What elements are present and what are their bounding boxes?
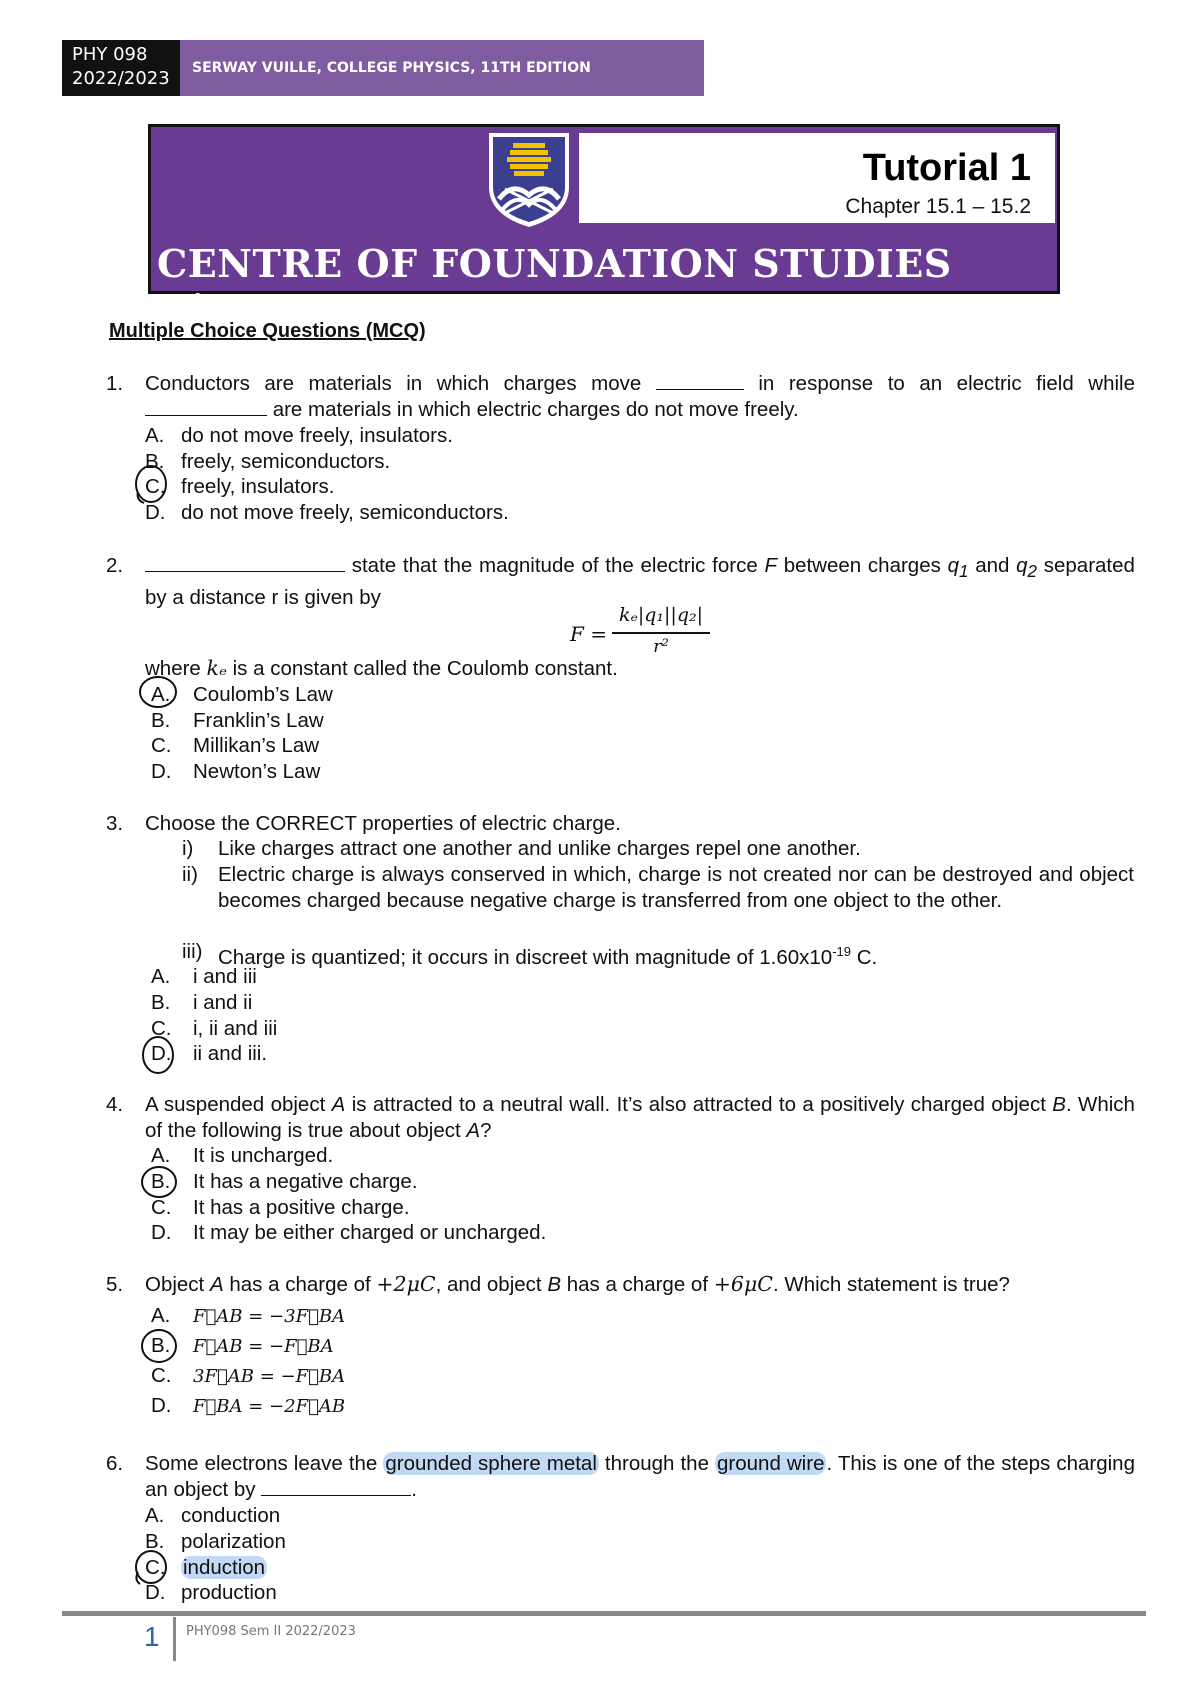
option-letter: D. xyxy=(151,760,172,783)
option-letter: B. xyxy=(151,991,171,1014)
option-letter: B. xyxy=(151,1170,171,1193)
statement-text-part: Charge is quantized; it occurs in discreet with magnitude of 1.60x10 xyxy=(218,945,833,969)
answer-circle-mark xyxy=(138,1163,180,1201)
variable-F: F xyxy=(764,554,777,577)
uitm-logo xyxy=(483,129,575,229)
variable-A: A xyxy=(331,1093,346,1116)
option-letter: B. xyxy=(151,1334,171,1357)
highlighted-text: ground wire xyxy=(717,1452,825,1475)
answer-circle-mark xyxy=(138,1326,180,1366)
fraction-bar xyxy=(612,632,710,634)
q2-text-part: between charges xyxy=(783,554,941,577)
option-text: polarization xyxy=(181,1530,286,1553)
tutorial-subtitle: Chapter 15.1 – 15.2 xyxy=(845,195,1031,218)
option-text: Millikan’s Law xyxy=(193,734,320,757)
option-b xyxy=(151,1169,418,1195)
option-text: do not move freely, semiconductors. xyxy=(181,501,509,524)
option-text: ii and iii. xyxy=(193,1042,268,1065)
option-letter: C. xyxy=(151,1017,172,1040)
q5-text-part: . Which statement is true? xyxy=(772,1273,1010,1296)
option-letter: C. xyxy=(145,1556,166,1579)
option-letter: B. xyxy=(151,709,171,732)
course-code-box xyxy=(62,40,180,96)
footer-text: PHY098 Sem II 2022/2023 xyxy=(186,1624,356,1639)
option-letter: A. xyxy=(151,683,171,706)
question-text xyxy=(145,1092,1135,1143)
option-a xyxy=(151,964,257,990)
option-letter: D. xyxy=(151,1042,172,1065)
question-text xyxy=(145,1451,1135,1502)
q4-text-part: is attracted to a neutral wall. It’s also attracted to a positively charged object xyxy=(351,1093,1046,1116)
statement-number: ii) xyxy=(182,863,198,886)
q5-text-part: has a charge of xyxy=(566,1273,709,1296)
option-text: 3F⃗AB = −F⃗BA xyxy=(193,1366,346,1387)
answer-blank xyxy=(145,397,267,416)
option-text: production xyxy=(181,1581,277,1604)
option-a xyxy=(145,423,453,449)
option-text: freely, semiconductors. xyxy=(181,450,391,473)
variable-B: B xyxy=(547,1273,561,1296)
statement-text: Like charges attract one another and unlike charges repel one another. xyxy=(218,837,861,860)
highlighted-text: grounded sphere metal xyxy=(385,1452,597,1475)
question-text xyxy=(145,371,1135,422)
statement-text xyxy=(218,939,1134,971)
answer-blank xyxy=(261,1477,411,1496)
option-letter: C. xyxy=(151,1364,172,1387)
question-number: 3. xyxy=(106,812,124,835)
option-d xyxy=(151,1220,546,1246)
option-letter: B. xyxy=(145,1530,165,1553)
option-a xyxy=(145,1503,280,1529)
variable-A: A xyxy=(209,1273,224,1296)
q2-subscript: 2 xyxy=(1027,562,1038,582)
course-code: PHY 098 xyxy=(72,44,148,65)
option-text: It may be either charged or uncharged. xyxy=(193,1221,547,1244)
option-letter: A. xyxy=(145,424,165,447)
q1-subscript: 1 xyxy=(958,562,969,582)
variable-q2 xyxy=(1016,554,1038,582)
option-text: i and iii xyxy=(193,965,257,988)
variable-q1 xyxy=(947,554,969,582)
q1-text-part: Conductors are materials in which charges move xyxy=(145,372,642,395)
option-c xyxy=(151,1363,345,1390)
q2-symbol: q xyxy=(1016,554,1028,577)
q2-text-part: where xyxy=(145,657,201,680)
option-letter: C. xyxy=(145,475,166,498)
option-text: conduction xyxy=(181,1504,281,1527)
question-number: 2. xyxy=(106,554,124,577)
q5-text-part: Object xyxy=(145,1273,205,1296)
tutorial-title: Tutorial 1 xyxy=(862,147,1031,189)
option-letter: A. xyxy=(145,1504,165,1527)
question-text: Choose the CORRECT properties of electric charge. xyxy=(145,812,621,835)
answer-blank xyxy=(656,371,744,390)
formula-denominator: r² xyxy=(653,636,669,657)
option-text: Newton’s Law xyxy=(193,760,321,783)
option-b xyxy=(151,990,252,1016)
exponent: -19 xyxy=(832,944,851,959)
q2-text-part: separated by a distance r is given by xyxy=(145,554,1135,609)
statement-number: i) xyxy=(182,837,194,860)
option-d xyxy=(151,1393,345,1420)
q6-text-part: . This is one of the steps charging an object by xyxy=(145,1452,1135,1501)
statement-number: iii) xyxy=(182,940,203,963)
coulomb-constant-symbol: kₑ xyxy=(206,656,227,680)
formula-lhs: F = xyxy=(570,622,607,646)
option-text: Franklin’s Law xyxy=(193,709,324,732)
option-text: induction xyxy=(183,1556,266,1579)
answer-circle-mark xyxy=(132,462,172,506)
option-letter: B. xyxy=(145,450,165,473)
option-letter: D. xyxy=(145,501,166,524)
option-text: F⃗BA = −2F⃗AB xyxy=(193,1396,346,1417)
question-text xyxy=(145,553,1135,611)
page-number: 1 xyxy=(144,1621,160,1652)
section-heading: Multiple Choice Questions (MCQ) xyxy=(109,320,426,342)
option-text: freely, insulators. xyxy=(181,475,335,498)
option-letter: A. xyxy=(151,965,171,988)
q4-text-part: ? xyxy=(480,1118,492,1142)
question-number: 1. xyxy=(106,372,124,395)
option-d xyxy=(151,759,320,785)
option-text: F⃗AB = −3F⃗BA xyxy=(193,1306,346,1327)
variable-A: A xyxy=(466,1118,481,1142)
option-text: i, ii and iii xyxy=(193,1017,278,1040)
textbook-title: SERWAY VUILLE, COLLEGE PHYSICS, 11TH EDITION xyxy=(180,40,704,96)
statement-text: Electric charge is always conserved in which, charge is not created nor can be destroyed and object becomes charged because negative charge is transferred from one object to the other. xyxy=(218,863,1134,912)
footer-rule xyxy=(62,1611,1146,1616)
option-letter: A. xyxy=(151,1144,171,1167)
q1-text-part: in response to an electric field while xyxy=(758,372,1136,395)
q2-where-line xyxy=(145,656,618,682)
q6-text-part: through the xyxy=(604,1452,709,1475)
q1-symbol: q xyxy=(947,554,959,577)
option-c xyxy=(151,733,319,759)
option-c xyxy=(151,1195,410,1221)
question-number: 5. xyxy=(106,1273,124,1296)
option-d xyxy=(145,500,509,526)
q4-text-part: A suspended object xyxy=(145,1093,326,1116)
option-b xyxy=(145,449,390,475)
formula-numerator: kₑ|q₁||q₂| xyxy=(618,604,704,626)
q6-text-part: . xyxy=(411,1477,417,1501)
banner-title-panel xyxy=(579,133,1055,223)
q5-text-part: has a charge of xyxy=(229,1273,371,1296)
answer-circle-mark xyxy=(130,1548,172,1588)
option-text: It is uncharged. xyxy=(193,1144,334,1167)
option-text: do not move freely, insulators. xyxy=(181,424,453,447)
q1-text-part: are materials in which electric charges do not move freely. xyxy=(272,397,799,421)
option-text: Coulomb’s Law xyxy=(193,683,333,706)
option-a xyxy=(151,1303,345,1330)
question-number: 4. xyxy=(106,1093,124,1116)
option-letter: A. xyxy=(151,1304,171,1327)
q2-text-part: and xyxy=(975,554,1010,577)
q5-text-part: , and object xyxy=(435,1273,542,1296)
option-c xyxy=(145,474,334,500)
q2-text-part: is a constant called the Coulomb constant. xyxy=(232,657,618,680)
option-text: i and ii xyxy=(193,991,253,1014)
q2-text-part: state that the magnitude of the electric force xyxy=(351,554,758,577)
tutorial-banner xyxy=(148,124,1060,331)
question-number: 6. xyxy=(106,1452,124,1475)
option-letter: D. xyxy=(151,1221,172,1244)
option-text: It has a negative charge. xyxy=(193,1170,418,1193)
charge-b: +6μC xyxy=(713,1272,773,1296)
option-letter: D. xyxy=(151,1394,172,1417)
session: 2022/2023 xyxy=(72,68,170,89)
option-text: F⃗AB = −F⃗BA xyxy=(193,1336,334,1357)
option-letter: D. xyxy=(145,1581,166,1604)
question-text xyxy=(145,1272,1135,1298)
charge-a: +2μC xyxy=(376,1272,436,1296)
organization-name: CENTRE OF FOUNDATION STUDIES UiTM xyxy=(157,241,952,331)
answer-blank xyxy=(145,553,345,572)
statement-text-part: C. xyxy=(851,945,878,969)
option-letter: C. xyxy=(151,734,172,757)
q4-text-part: . Which of the following is true about object xyxy=(145,1093,1135,1142)
footer-divider xyxy=(173,1617,176,1661)
answer-circle-mark xyxy=(138,1034,178,1080)
variable-B: B xyxy=(1052,1093,1066,1116)
option-letter: C. xyxy=(151,1196,172,1219)
answer-circle-mark xyxy=(136,672,180,712)
q6-text-part: Some electrons leave the xyxy=(145,1452,378,1475)
option-text: It has a positive charge. xyxy=(193,1196,410,1219)
